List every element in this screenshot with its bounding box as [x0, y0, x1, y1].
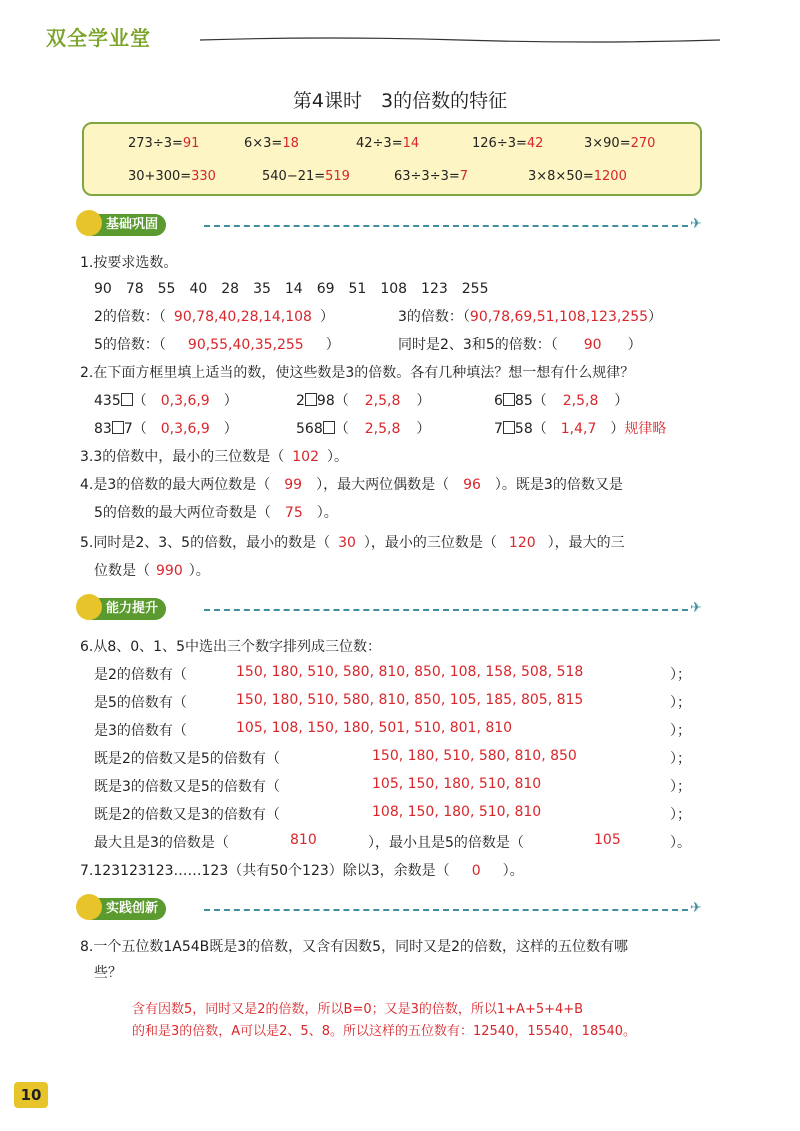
q8-answer-line1: 含有因数5，同时又是2的倍数，所以B=0；又是3的倍数，所以1+A+5+4+B — [132, 1002, 584, 1017]
q1-numbers: 90 78 55 40 28 35 14 69 51 108 123 255 — [94, 281, 489, 297]
q6-row-answer: 150, 180, 510, 580, 810, 850 — [372, 748, 577, 764]
q5-line1: 5.同时是2、3、5的倍数，最小的数是（ 30 ），最小的三位数是（ 120 ），最大的三 — [80, 535, 625, 551]
q6-row-label: 是3的倍数有（ — [94, 723, 187, 739]
section-basic-header — [82, 214, 708, 238]
q6-row-label: 是2的倍数有（ — [94, 667, 187, 683]
q1-stem: 1.按要求选数。 — [80, 255, 178, 271]
warmup-item: 273÷3=91 — [128, 136, 200, 151]
q6-row-end: ）； — [670, 667, 691, 683]
header-wave-line — [200, 36, 720, 44]
page-title: 第4课时 3的倍数的特征 — [292, 90, 508, 112]
dashed-divider — [204, 909, 688, 911]
dashed-divider — [204, 609, 688, 611]
q2-item: 435 （ 0,3,6,9 ） — [94, 393, 238, 409]
q8-answer-line2: 的和是3的倍数，A可以是2、5、8。所以这样的五位数有：12540，15540，18540。 — [132, 1024, 637, 1039]
airplane-icon: ✈ — [690, 600, 702, 616]
warmup-item: 42÷3=14 — [356, 136, 420, 151]
snail-icon — [76, 894, 102, 920]
q3: 3.3的倍数中，最小的三位数是（ 102 ）。 — [80, 449, 348, 465]
q2-item: 7 58（ 1,4,7 ）规律略 — [494, 421, 667, 437]
warmup-item: 126÷3=42 — [472, 136, 544, 151]
blank-box — [323, 421, 335, 434]
dashed-divider — [204, 225, 688, 227]
q6-row-label: 既是2的倍数又是3的倍数有（ — [94, 807, 280, 823]
q6-row-label: 是5的倍数有（ — [94, 695, 187, 711]
q2-item: 568 （ 2,5,8 ） — [296, 421, 431, 437]
section-ability-header — [82, 598, 708, 622]
q7: 7.123123123……123（共有50个123）除以3，余数是（ 0 ）。 — [80, 863, 524, 879]
warmup-item: 3×8×50=1200 — [528, 169, 627, 184]
q2-item: 2 98（ 2,5,8 ） — [296, 393, 431, 409]
q4-line2: 5的倍数的最大两位奇数是（ 75 ）。 — [94, 505, 338, 521]
blank-box — [112, 421, 124, 434]
q6-last-answer2: 105 — [594, 832, 621, 848]
q4-line1: 4.是3的倍数的最大两位数是（ 99 ），最大两位偶数是（ 96 ）。既是3的倍数又是 — [80, 477, 623, 493]
warmup-item: 63÷3÷3=7 — [394, 169, 469, 184]
q2-item: 6 85（ 2,5,8 ） — [494, 393, 629, 409]
q6-row-label: 既是2的倍数又是5的倍数有（ — [94, 751, 280, 767]
q6-row-label: 既是3的倍数又是5的倍数有（ — [94, 779, 280, 795]
warmup-item: 6×3=18 — [244, 136, 299, 151]
q8-stem-line1: 8.一个五位数1A54B既是3的倍数，又含有因数5，同时又是2的倍数，这样的五位数有哪 — [80, 939, 628, 955]
q1-multiples-of-2: 2的倍数：（ 90,78,40,28,14,108 ） — [94, 309, 334, 325]
blank-box — [121, 393, 133, 406]
q2-stem: 2.在下面方框里填上适当的数，使这些数是3的倍数。各有几种填法？想一想有什么规律？ — [80, 365, 635, 381]
q6-last-label2: ），最小且是5的倍数是（ — [368, 835, 524, 851]
q6-row-end: ）； — [670, 807, 691, 823]
q6-row-end: ）； — [670, 695, 691, 711]
q1-multiples-of-235: 同时是2、3和5的倍数：（ 90 ） — [398, 337, 642, 353]
q8-stem-line2: 些？ — [94, 965, 122, 981]
airplane-icon: ✈ — [690, 900, 702, 916]
q6-row-answer: 108, 150, 180, 510, 810 — [372, 804, 542, 820]
blank-box — [503, 393, 515, 406]
warmup-item: 540−21=519 — [262, 169, 350, 184]
q2-item: 83 7（ 0,3,6,9 ） — [94, 421, 238, 437]
section-practice-label: 实践创新 — [82, 898, 166, 920]
blank-box — [503, 421, 515, 434]
header-logo: 双全学业堂 — [46, 26, 151, 50]
q6-row-answer: 105, 108, 150, 180, 501, 510, 801, 810 — [236, 720, 513, 736]
page-number: 10 — [14, 1082, 48, 1108]
q1-multiples-of-3: 3的倍数：（90,78,69,51,108,123,255） — [398, 309, 663, 325]
q6-last-label1: 最大且是3的倍数是（ — [94, 835, 229, 851]
q6-row-answer: 150, 180, 510, 580, 810, 850, 108, 158, 508, 518 — [236, 664, 584, 680]
warmup-box — [82, 122, 702, 196]
q6-last-end: ）。 — [670, 835, 691, 851]
q6-row-answer: 150, 180, 510, 580, 810, 850, 105, 185, 805, 815 — [236, 692, 584, 708]
airplane-icon: ✈ — [690, 216, 702, 232]
butterfly-icon — [76, 210, 102, 236]
q6-row-end: ）； — [670, 779, 691, 795]
q6-row-end: ）； — [670, 723, 691, 739]
blank-box — [305, 393, 317, 406]
warmup-item: 3×90=270 — [584, 136, 656, 151]
q6-last-answer1: 810 — [290, 832, 317, 848]
section-ability-label: 能力提升 — [82, 598, 166, 620]
warmup-item: 30+300=330 — [128, 169, 216, 184]
section-basic-label: 基础巩固 — [82, 214, 166, 236]
q5-line2: 位数是（ 990 ）。 — [94, 563, 210, 579]
q6-row-answer: 105, 150, 180, 510, 810 — [372, 776, 542, 792]
q1-multiples-of-5: 5的倍数：（ 90,55,40,35,255 ） — [94, 337, 340, 353]
q6-stem: 6.从8、0、1、5中选出三个数字排列成三位数： — [80, 639, 381, 655]
bee-icon — [76, 594, 102, 620]
section-practice-header — [82, 898, 708, 922]
q6-row-end: ）； — [670, 751, 691, 767]
